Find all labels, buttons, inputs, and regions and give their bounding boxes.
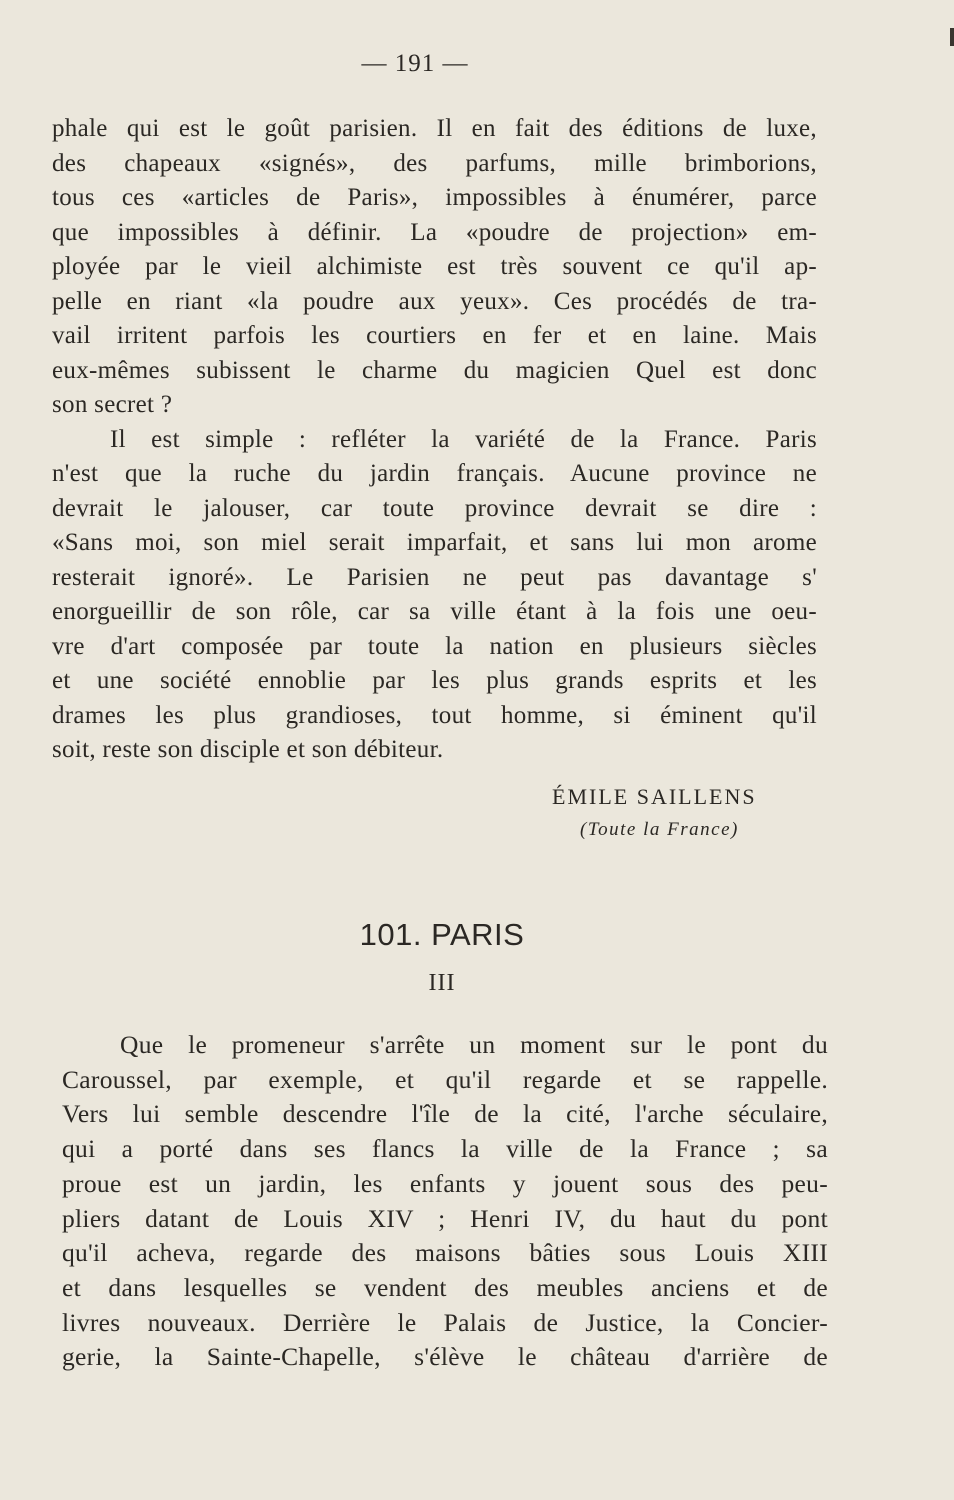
text-line: gerie, la Sainte-Chapelle, s'élève le château d'arrière de: [62, 1342, 828, 1372]
text-line: Vers lui semble descendre l'île de la cité, l'arche séculaire,: [62, 1099, 828, 1129]
text-line: et dans lesquelles se vendent des meubles anciens et de: [62, 1272, 828, 1302]
section-heading: 101. PARIS: [359, 917, 525, 952]
text-line: vail irritent parfois les courtiers en fer et en laine. Mais: [52, 322, 817, 349]
page-number: — 191 —: [361, 50, 469, 77]
author-signature: ÉMILE SAILLENS: [552, 784, 757, 809]
passage-2: [62, 1028, 828, 1375]
text-line: resterait ignoré». Le Parisien ne peut pas davantage s': [52, 563, 817, 591]
text-line: phale qui est le goût parisien. Il en fait des éditions de luxe,: [52, 115, 817, 142]
text-line: Il est simple : refléter la variété de la France. Paris: [110, 425, 817, 453]
text-line: devrait le jalouser, car toute province devrait se dire :: [52, 494, 817, 522]
text-line: drames les plus grandioses, tout homme, si éminent qu'il: [52, 701, 817, 729]
text-line: vre d'art composée par toute la nation en plusieurs siècles: [52, 632, 817, 660]
section-subheading: III: [428, 970, 456, 996]
text-line: que impossibles à définir. La «poudre de projection» em-: [52, 218, 817, 246]
text-line: des chapeaux «signés», des parfums, mille brimborions,: [52, 149, 817, 177]
text-line: enorgueillir de son rôle, car sa ville étant à la fois une oeu-: [52, 598, 817, 625]
text-line: pelle en riant «la poudre aux yeux». Ces procédés de tra-: [52, 287, 817, 315]
text-line: pliers datant de Louis XIV ; Henri IV, du haut du pont: [62, 1203, 828, 1233]
text-line: soit, reste son disciple et son débiteur.: [52, 736, 444, 763]
text-line: livres nouveaux. Derrière le Palais de Justice, la Concier-: [62, 1307, 828, 1337]
source-citation: (Toute la France): [580, 819, 739, 840]
text-line: ployée par le vieil alchimiste est très souvent ce qu'il ap-: [52, 253, 817, 280]
text-line: son secret ?: [52, 391, 173, 418]
text-line: Que le promeneur s'arrête un moment sur le pont du: [120, 1030, 828, 1059]
text-line: tous ces «articles de Paris», impossibles à énumérer, parce: [52, 184, 817, 211]
text-line: Caroussel, par exemple, et qu'il regarde et se rappelle.: [62, 1064, 828, 1094]
text-line: qu'il acheva, regarde des maisons bâties sous Louis XIII: [62, 1238, 828, 1268]
passage-1: [52, 112, 817, 768]
page-edge-mark: [950, 28, 954, 46]
text-line: eux-mêmes subissent le charme du magicien Quel est donc: [52, 356, 817, 384]
text-line: qui a porté dans ses flancs la ville de la France ; sa: [62, 1134, 828, 1164]
text-line: n'est que la ruche du jardin français. Aucune province ne: [52, 460, 817, 487]
text-line: proue est un jardin, les enfants y jouent sous des peu-: [62, 1168, 828, 1198]
text-line: «Sans moi, son miel serait imparfait, et sans lui mon arome: [52, 529, 817, 556]
text-line: et une société ennoblie par les plus grands esprits et les: [52, 667, 817, 694]
